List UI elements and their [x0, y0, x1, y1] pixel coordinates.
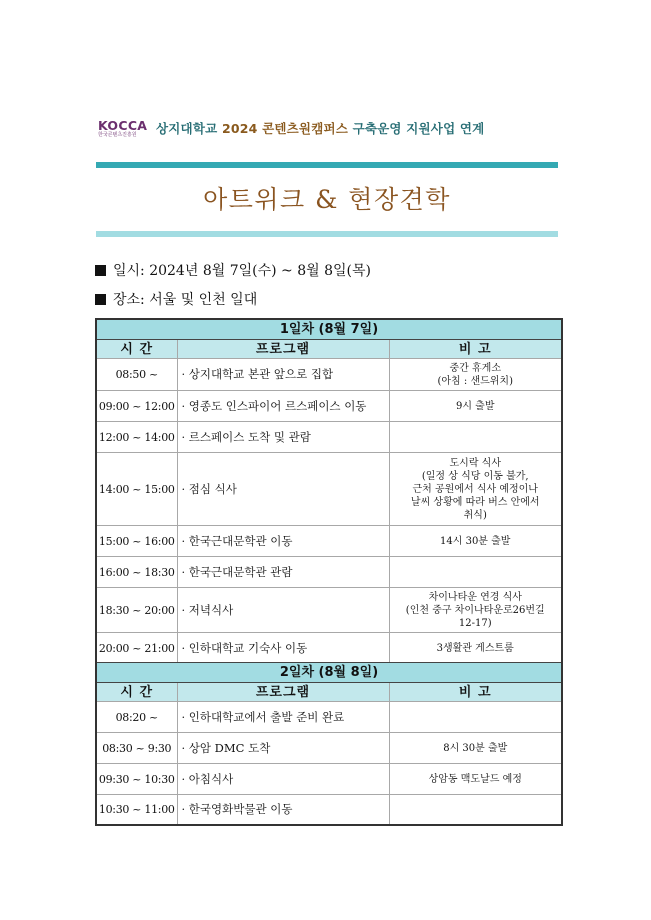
top-divider-bar: [96, 162, 558, 168]
program-cell: · 상암 DMC 도착: [177, 733, 389, 764]
note-line: 3생활관 게스트룸: [436, 642, 514, 654]
note-cell: [389, 391, 562, 422]
note-line: (아침 : 샌드위치): [437, 375, 513, 387]
table-row: [96, 391, 562, 422]
note-line: 상암동 맥도날드 예정: [428, 773, 522, 785]
info-date-text: 일시: 2024년 8월 7일(수) ~ 8월 8일(목): [113, 263, 371, 279]
column-header-time: 시 간: [96, 683, 177, 702]
program-cell: · 저녁식사: [177, 588, 389, 633]
column-header-time: 시 간: [96, 340, 177, 359]
document-header: [98, 112, 558, 144]
note-line: 8시 30분 출발: [443, 742, 508, 754]
time-cell: 16:00 ~ 18:30: [96, 557, 177, 588]
table-row: [96, 633, 562, 664]
program-cell: · 영종도 인스파이어 르스페이스 이동: [177, 391, 389, 422]
note-cell: [389, 453, 562, 526]
time-cell: 20:00 ~ 21:00: [96, 633, 177, 664]
header-subtitle: [156, 119, 484, 137]
time-cell: 09:00 ~ 12:00: [96, 391, 177, 422]
page-title: 아트위크 & 현장견학: [203, 185, 451, 214]
table-row: [96, 422, 562, 453]
time-cell: 15:00 ~ 16:00: [96, 526, 177, 557]
note-line: (인천 중구 차이나타운로26번길: [405, 604, 545, 616]
table-row: [96, 764, 562, 795]
column-header-program: 프로그램: [177, 683, 389, 702]
program-cell: · 한국근대문학관 관람: [177, 557, 389, 588]
note-line: 중간 휴게소: [449, 362, 501, 374]
note-line: 근처 공원에서 식사 예정이나: [412, 483, 538, 495]
table-row: [96, 359, 562, 391]
time-cell: 08:50 ~: [96, 359, 177, 391]
note-cell: [389, 422, 562, 453]
square-bullet-icon: [95, 265, 106, 276]
program-cell: · 아침식사: [177, 764, 389, 795]
square-bullet-icon: [95, 294, 106, 305]
note-cell: [389, 702, 562, 733]
table-row: [96, 733, 562, 764]
note-line: 14시 30분 출발: [440, 535, 511, 547]
bottom-divider-bar: [96, 231, 558, 237]
time-cell: 09:30 ~ 10:30: [96, 764, 177, 795]
note-cell: [389, 795, 562, 825]
subtitle-support: 구축운영 지원사업 연계: [352, 121, 485, 136]
schedule-table-day1: [95, 318, 563, 664]
program-cell: · 상지대학교 본관 앞으로 집합: [177, 359, 389, 391]
info-place-text: 장소: 서울 및 인천 일대: [113, 292, 258, 308]
note-cell: [389, 359, 562, 391]
table-row: [96, 588, 562, 633]
kocca-logo: [98, 119, 150, 138]
program-cell: · 한국근대문학관 이동: [177, 526, 389, 557]
note-cell: [389, 557, 562, 588]
column-header-note: 비 고: [389, 340, 562, 359]
schedule-table-day2: [95, 662, 563, 826]
note-cell: [389, 526, 562, 557]
note-line: 취식): [463, 509, 487, 521]
table-row: [96, 557, 562, 588]
note-cell: [389, 633, 562, 664]
table-row: [96, 795, 562, 825]
note-cell: [389, 733, 562, 764]
time-cell: 10:30 ~ 11:00: [96, 795, 177, 825]
time-cell: 14:00 ~ 15:00: [96, 453, 177, 526]
column-header-note: 비 고: [389, 683, 562, 702]
subtitle-program: 2024 콘텐츠원캠퍼스: [221, 121, 349, 136]
program-cell: · 한국영화박물관 이동: [177, 795, 389, 825]
logo-wordmark: KOCCA: [98, 117, 148, 133]
program-cell: · 르스페이스 도착 및 관람: [177, 422, 389, 453]
note-line: 9시 출발: [455, 400, 495, 412]
program-cell: · 인하대학교에서 출발 준비 완료: [177, 702, 389, 733]
time-cell: 08:20 ~: [96, 702, 177, 733]
day-header: 2일차 (8월 8일): [96, 663, 562, 683]
time-cell: 12:00 ~ 14:00: [96, 422, 177, 453]
note-cell: [389, 764, 562, 795]
program-cell: · 인하대학교 기숙사 이동: [177, 633, 389, 664]
note-line: 날씨 상황에 따라 버스 안에서: [410, 496, 540, 508]
day-header: 1일차 (8월 7일): [96, 319, 562, 340]
subtitle-university: 상지대학교: [156, 121, 218, 136]
time-cell: 08:30 ~ 9:30: [96, 733, 177, 764]
logo-subtext: 한국콘텐츠진흥원: [98, 131, 137, 138]
info-place: [95, 289, 257, 309]
table-row: [96, 453, 562, 526]
note-line: 도시락 식사: [449, 457, 501, 469]
info-date: [95, 260, 371, 280]
note-line: (일정 상 식당 이동 불가,: [421, 470, 529, 482]
program-cell: · 점심 식사: [177, 453, 389, 526]
table-row: [96, 702, 562, 733]
table-row: [96, 526, 562, 557]
note-line: 12-17): [458, 617, 492, 629]
time-cell: 18:30 ~ 20:00: [96, 588, 177, 633]
column-header-program: 프로그램: [177, 340, 389, 359]
note-line: 차이나타운 연경 식사: [428, 591, 522, 603]
note-cell: [389, 588, 562, 633]
